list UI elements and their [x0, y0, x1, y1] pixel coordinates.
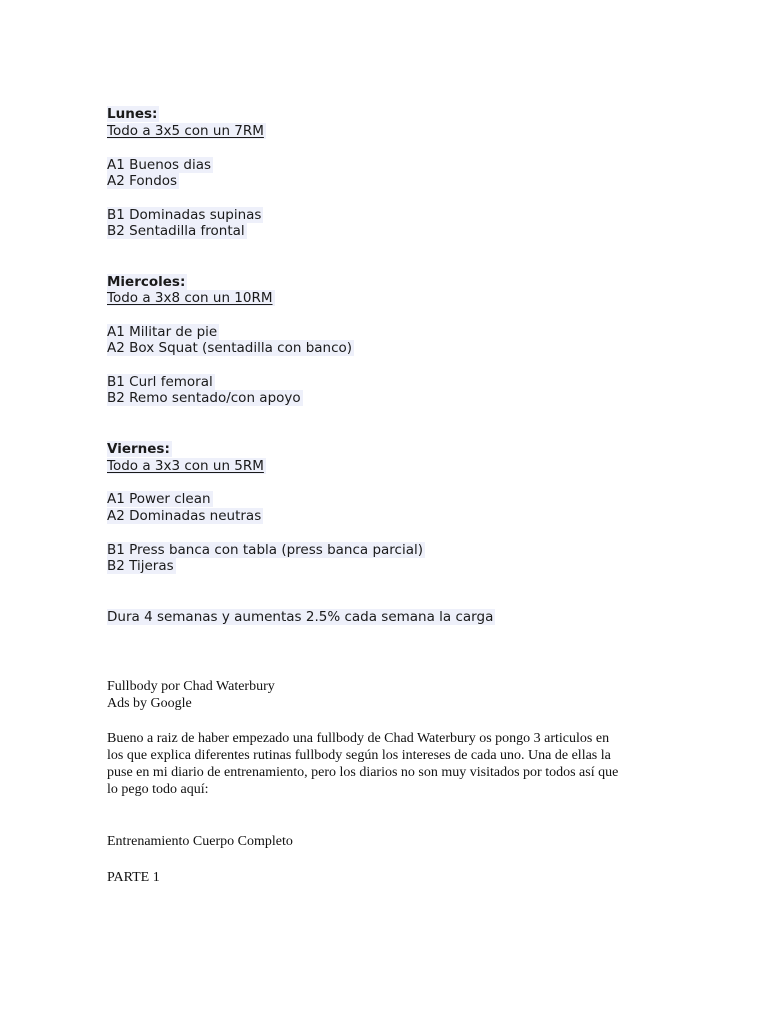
monday-exercise-b1 — [107, 207, 263, 224]
intro-line: lo pego todo aquí: — [107, 782, 209, 797]
exercise-label: B2 Tijeras — [107, 558, 174, 574]
wednesday-scheme: Todo a 3x8 con un 10RM — [107, 290, 273, 306]
friday-title: Viernes: — [107, 441, 170, 457]
ads-by-google: Ads by Google — [107, 696, 192, 711]
section-title: Entrenamiento Cuerpo Completo — [107, 834, 293, 849]
exercise-label: B2 Sentadilla frontal — [107, 223, 245, 239]
exercise-label: A2 Box Squat (sentadilla con banco) — [107, 340, 353, 356]
intro-line: puse en mi diario de entrenamiento, pero los diarios no son muy visitados por todos así que — [107, 765, 619, 780]
exercise-label: A1 Power clean — [107, 491, 211, 507]
wednesday-exercise-a1 — [107, 324, 219, 341]
exercise-label: A2 Fondos — [107, 173, 178, 189]
intro-line: Bueno a raiz de haber empezado una fullbody de Chad Waterbury os pongo 3 articulos en — [107, 731, 610, 746]
monday-exercise-b2 — [107, 223, 247, 240]
friday-exercise-a1 — [107, 491, 213, 508]
exercise-label: B2 Remo sentado/con apoyo — [107, 390, 301, 406]
duration-note: Dura 4 semanas y aumentas 2.5% cada semana la carga — [107, 609, 494, 625]
exercise-label: B1 Dominadas supinas — [107, 207, 262, 223]
wednesday-title: Miercoles: — [107, 274, 186, 290]
friday-heading — [107, 441, 172, 458]
wednesday-exercise-a2 — [107, 340, 354, 357]
exercise-label: A1 Militar de pie — [107, 324, 218, 340]
monday-title: Lunes: — [107, 106, 158, 122]
part-label: PARTE 1 — [107, 870, 160, 885]
exercise-label: B1 Press banca con tabla (press banca parcial) — [107, 542, 424, 558]
wednesday-exercise-b2 — [107, 390, 303, 407]
monday-scheme-line — [107, 123, 266, 140]
exercise-label: A2 Dominadas neutras — [107, 508, 262, 524]
monday-exercise-a1 — [107, 157, 213, 174]
wednesday-exercise-b1 — [107, 374, 215, 391]
exercise-label: B1 Curl femoral — [107, 374, 213, 390]
wednesday-heading — [107, 274, 187, 291]
friday-exercise-a2 — [107, 508, 263, 525]
intro-line: los que explica diferentes rutinas fullbody según los intereses de cada uno. Una de ellas la — [107, 748, 611, 763]
monday-exercise-a2 — [107, 173, 179, 190]
monday-scheme: Todo a 3x5 con un 7RM — [107, 123, 264, 139]
friday-exercise-b1 — [107, 542, 425, 559]
article-title: Fullbody por Chad Waterbury — [107, 679, 275, 694]
monday-heading — [107, 106, 159, 123]
exercise-label: A1 Buenos dias — [107, 157, 212, 173]
duration-note-line — [107, 609, 495, 626]
friday-scheme-line — [107, 458, 266, 475]
wednesday-scheme-line — [107, 290, 275, 307]
friday-scheme: Todo a 3x3 con un 5RM — [107, 458, 264, 474]
friday-exercise-b2 — [107, 558, 176, 575]
